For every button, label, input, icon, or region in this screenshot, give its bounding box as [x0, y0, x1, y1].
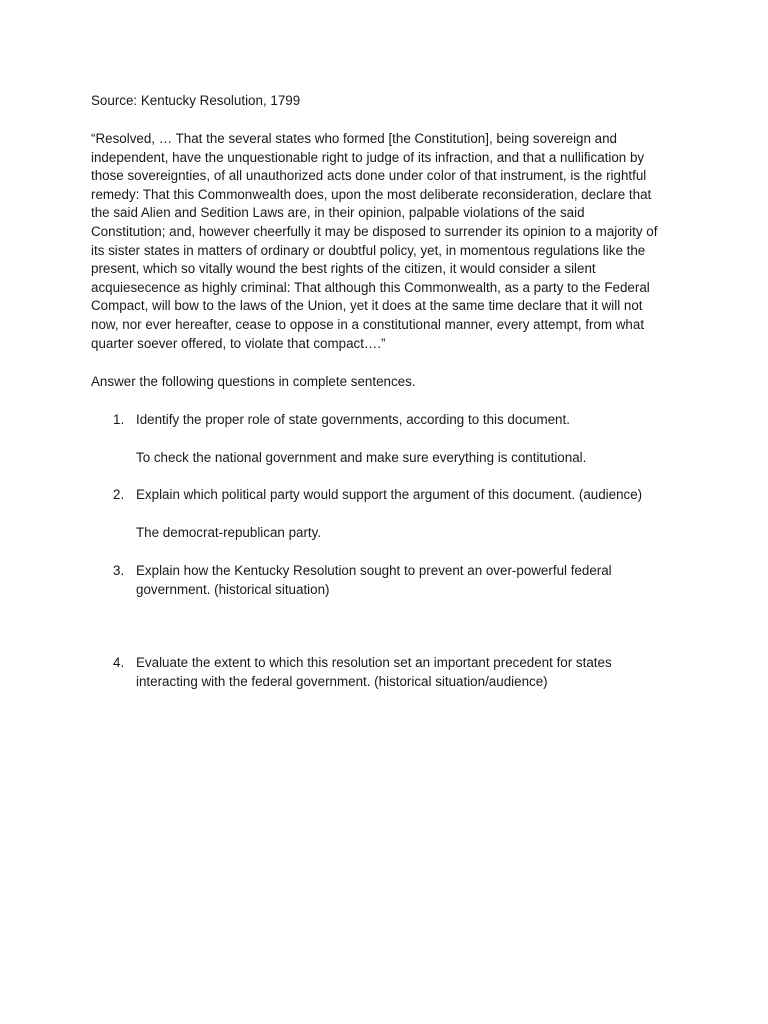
quote-line: “Resolved, … That the several states who formed [the Constitution], being sovereign and	[91, 131, 617, 146]
source-line: Source: Kentucky Resolution, 1799	[91, 93, 301, 108]
instructions: Answer the following questions in complete sentences.	[91, 374, 416, 389]
answer-text: To check the national government and make sure everything is contitutional.	[136, 450, 587, 465]
quote-line: independent, have the unquestionable right to judge of its infraction, and that a nullification by	[91, 149, 645, 165]
quote-line: remedy: That this Commonwealth does, upon the most deliberate reconsideration, declare that	[91, 186, 652, 202]
question-text	[136, 654, 696, 691]
question-line: Identify the proper role of state governments, according to this document.	[136, 412, 570, 427]
question-number: 3.	[113, 563, 125, 578]
quote-line: quarter soever offered, to violate that compact….”	[91, 335, 386, 351]
quote-line: Compact, will bow to the laws of the Union, yet it does at the same time declare that it will not	[91, 298, 643, 314]
question-line: government. (historical situation)	[136, 581, 330, 597]
quote-paragraph	[91, 130, 681, 353]
question-line: Explain which political party would support the argument of this document. (audience)	[136, 487, 643, 502]
question-text	[136, 411, 696, 430]
quote-line: now, nor ever hereafter, cease to oppose in a constitutional manner, every attempt, from what	[91, 316, 645, 332]
question-number: 2.	[113, 487, 125, 502]
question-number: 1.	[113, 412, 125, 427]
quote-line: present, which so vitally wound the best rights of the citizen, it would consider a silent	[91, 261, 596, 277]
question-number: 4.	[113, 655, 125, 670]
quote-line: acquiesecence as highly criminal: That although this Commonwealth, as a party to the Federal	[91, 279, 650, 295]
question-text	[136, 486, 696, 505]
question-text	[136, 562, 696, 599]
quote-line: Constitution; and, however cheerfully it may be disposed to surrender its opinion to a majority of	[91, 223, 658, 239]
quote-line: the said Alien and Sedition Laws are, in their opinion, palpable violations of the said	[91, 205, 585, 221]
quote-line: its sister states in matters of ordinary or doubtful policy, yet, in momentous regulations like the	[91, 242, 646, 258]
question-line: Evaluate the extent to which this resolution set an important precedent for states	[136, 655, 612, 670]
question-line: Explain how the Kentucky Resolution sought to prevent an over-powerful federal	[136, 563, 612, 578]
answer-text: The democrat-republican party.	[136, 525, 322, 540]
quote-line: those sovereignties, of all unauthorized acts done under color of that instrument, is the rightful	[91, 168, 647, 184]
question-line: interacting with the federal government. (historical situation/audience)	[136, 673, 548, 689]
